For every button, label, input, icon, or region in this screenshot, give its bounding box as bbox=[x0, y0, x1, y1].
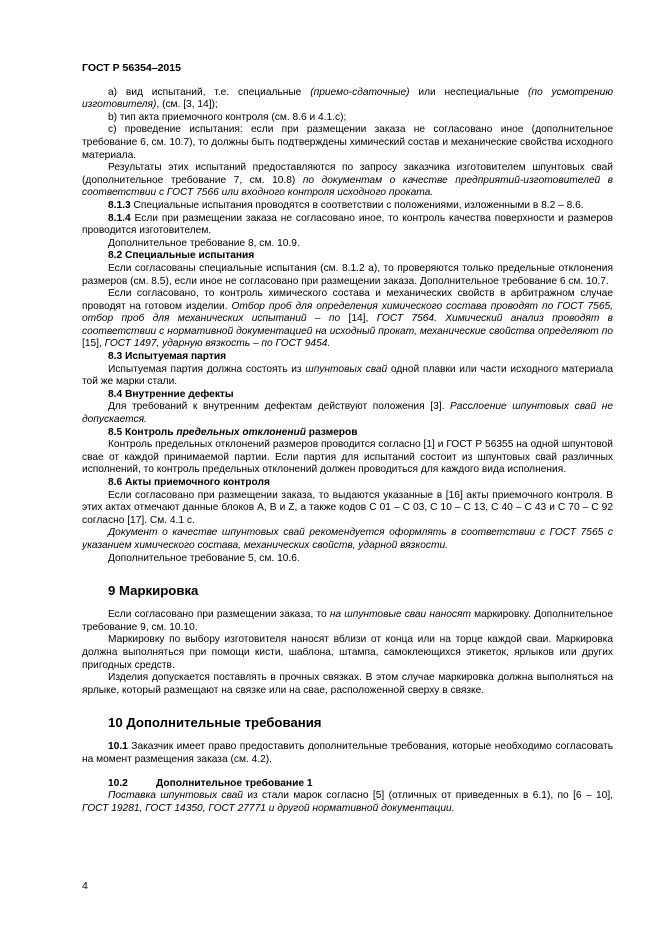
text: Если согласовано при размещении заказа, то bbox=[108, 609, 330, 621]
italic-text: Поставка шпунтовых свай bbox=[108, 790, 243, 802]
italic-text: шпунтовых свай bbox=[305, 363, 388, 375]
paragraph-9-c: Изделия допускается поставлять в прочных связках. В этом случае маркировка должна выполняться на ярлыке, который размещают на связке или на свае, расположенной сверху в связке. bbox=[82, 672, 613, 696]
paragraph-8-4 bbox=[82, 401, 613, 426]
paragraph-8-1-3 bbox=[82, 200, 613, 213]
text: а) вид испытаний, т.е. специальные bbox=[108, 86, 311, 98]
text: маркировку. Дополнительное требование 9, см. 10.10. bbox=[82, 609, 613, 633]
spacer bbox=[82, 767, 613, 778]
paragraph-item-a bbox=[82, 87, 613, 112]
paragraph-8-3 bbox=[82, 364, 613, 389]
paragraph-8-6-a: Если согласовано при размещении заказа, то выдаются указанные в [16] акты приемочного контроля. В этих актах отмечают данные блоков A, B и Z, а также кодов С 01 – С 03, С 10 – С 13, С 40 – С 43 и С 70 – С 92 согласно [17]. См. 4.1 с. bbox=[82, 489, 613, 526]
text: одной плавки или части исходного материала той же марки стали. bbox=[82, 363, 613, 388]
italic-text: ГОСТ 19281, ГОСТ 14350, ГОСТ 27771 и другой нормативной документации. bbox=[82, 802, 455, 814]
heading-8-4: 8.4 Внутренние дефекты bbox=[108, 388, 234, 400]
heading-8-6: 8.6 Акты приемочного контроля bbox=[108, 477, 270, 488]
heading-8-5 bbox=[82, 427, 613, 440]
text: или неспециальные bbox=[409, 86, 529, 98]
paragraph-8-5: Контроль предельных отклонений размеров проводится согласно [1] и ГОСТ Р 56355 на одной шпунтовой свае от каждой принимаемой партии. Если партия для испытаний состоит из шпунтовых свай различных исполнений, то контроль предельных отклонений должен проводиться для каждого вида исполнения. bbox=[82, 439, 613, 476]
italic-text: ГОСТ 7564. Химический анализ проводят в соответствии с нормативной документацией на исходный прокат, механические свойства определяют по bbox=[82, 313, 613, 337]
section-heading-9: 9 Маркировка bbox=[108, 583, 199, 599]
text: Заказчик имеет право предоставить дополнительные требования, которые необходимо согласовать на момент размещения заказа (см. 4.2). bbox=[82, 741, 613, 765]
italic-text: Отбор проб для определения химического состава проводят по ГОСТ 7565, отбор проб для механических испытаний – по bbox=[82, 300, 613, 325]
paragraph-8-2-a: Если согласованы специальные испытания (см. 8.1.2 а), то проверяются только предельные отклонения размеров (см. 8.5), если иное не согласовано при размещении заказа. Дополнительное требование 6 см. 10.7. bbox=[82, 262, 613, 287]
paragraph-item-c: c) проведение испытания: если при размещении заказа не согласовано иное (дополнительное требование 6, см. 10.7), то должны быть подтверждены химический состав и механические свойства исходного материала. bbox=[82, 124, 613, 161]
paragraph-9-b: Маркировку по выбору изготовителя наносят вблизи от конца или на торце каждой сваи. Маркировка должна выполняться при помощи кисти, шаблона, штампа, самоклеющихся этикеток, ярлыков или других пригодных средств. bbox=[82, 634, 613, 671]
clause-number: 10.2 bbox=[108, 777, 128, 789]
text: Дополнительное требование 1 bbox=[156, 777, 313, 789]
text: [14], bbox=[340, 313, 377, 325]
italic-text: (по усмотрению изготовителя) bbox=[82, 86, 613, 111]
text: , (см. [3, 14]); bbox=[156, 99, 218, 111]
text: 8.5 Контроль bbox=[108, 426, 177, 438]
italic-text: Расслоение шпунтовых свай не допускается. bbox=[82, 401, 613, 426]
paragraph-results bbox=[82, 162, 613, 200]
paragraph-9-a bbox=[82, 609, 613, 634]
text: [15], bbox=[82, 338, 105, 350]
text: Результаты этих испытаний предоставляются по запросу заказчика изготовителем шпунтовых свай (дополнительное требование 7, см. 10.8) bbox=[82, 162, 613, 186]
italic-text: предельных отклонений bbox=[176, 426, 306, 438]
italic-text: (приемо-сдаточные) bbox=[310, 86, 410, 98]
paragraph-item-b: b) тип акта приемочного контроля (см. 8.6 и 4.1.c); bbox=[108, 111, 347, 123]
italic-text: по документам о качестве предприятий-изготовителей в соответствии с ГОСТ 7566 или входного контроля исходного проката. bbox=[82, 174, 613, 199]
clause-number: 10.1 bbox=[108, 741, 128, 753]
heading-8-2: 8.2 Специальные испытания bbox=[108, 250, 255, 262]
italic-text: ГОСТ 1497, ударную вязкость – по ГОСТ 9454. bbox=[104, 338, 331, 350]
text: Если согласовано, то контроль химического состава и механических свойств в арбитражном случае проводят на готовом изделии. bbox=[82, 288, 613, 312]
text: Специальные испытания проводятся в соответствии с положениями, изложенными в 8.2 – 8.6. bbox=[130, 199, 584, 211]
paragraph-8-6-b: Документ о качестве шпунтовых свай рекомендуется оформлять в соответствии с ГОСТ 7565 с указанием химического состава, механических свойств, ударной вязкости. bbox=[82, 527, 613, 551]
text: Для требований к внутренним дефектам действуют положения [3]. bbox=[108, 401, 451, 413]
paragraph-8-6-c: Дополнительное требование 5, см. 10.6. bbox=[108, 552, 300, 564]
clause-number: 8.1.4 bbox=[108, 212, 131, 224]
italic-text: на шпунтовые сваи наносят bbox=[329, 609, 471, 621]
paragraph-8-1-4-note: Дополнительное требование 8, см. 10.9. bbox=[108, 237, 300, 249]
paragraph-8-1-4 bbox=[82, 213, 613, 238]
heading-10-2 bbox=[82, 778, 613, 791]
text: Испытуемая партия должна состоять из bbox=[108, 363, 306, 375]
section-heading-10: 10 Дополнительные требования bbox=[108, 715, 322, 731]
paragraph-10-1 bbox=[82, 741, 613, 766]
text: размеров bbox=[305, 426, 358, 438]
text: Если при размещении заказа не согласовано иное, то контроль качества поверхности и размеров проводится изготовителем. bbox=[82, 212, 613, 237]
document-header: ГОСТ Р 56354–2015 bbox=[82, 62, 181, 74]
paragraph-10-2 bbox=[82, 790, 613, 815]
text: из стали марок согласно [5] (отличных от приведенных в 6.1), по [6 – 10], bbox=[242, 790, 613, 802]
heading-8-3: 8.3 Испытуемая партия bbox=[108, 351, 227, 363]
paragraph-8-2-b bbox=[82, 288, 613, 351]
page-number: 4 bbox=[82, 880, 88, 892]
clause-number: 8.1.3 bbox=[108, 199, 131, 211]
